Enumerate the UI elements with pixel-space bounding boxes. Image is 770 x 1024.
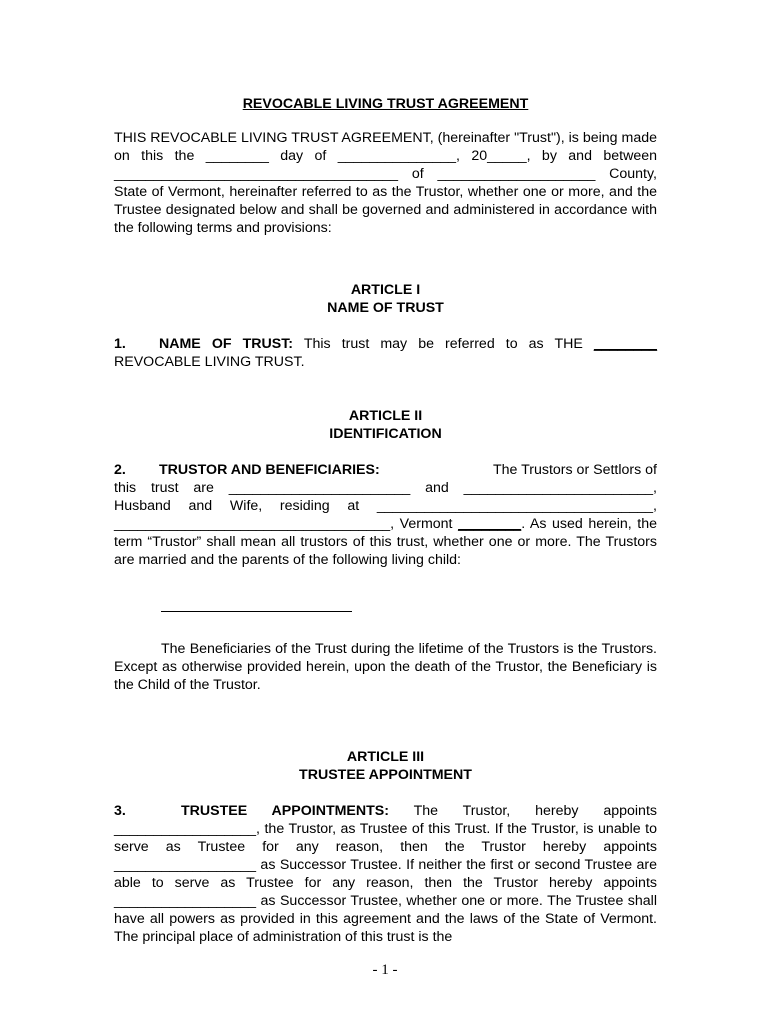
- section-1-paragraph: [114, 335, 657, 371]
- section-2-heading-line: [114, 461, 657, 479]
- document-title: REVOCABLE LIVING TRUST AGREEMENT: [242, 96, 529, 112]
- section-2-number: 2.: [114, 462, 126, 478]
- section-2-text-b: . As used herein, the term “Trustor” shall mean all trustors of this trust, whether one or more. The Trustors are married and the parents of the following living child:: [114, 516, 657, 568]
- article-3-number: ARTICLE III: [346, 749, 425, 765]
- section-1-text-a: This trust may be referred to as THE: [293, 336, 594, 352]
- section-2-text-right: The Trustors or Settlors of: [492, 462, 657, 478]
- article-1-number: ARTICLE I: [350, 282, 421, 298]
- section-3-text: The Trustor, hereby appoints __________________, the Trustor, as Trustee of this Trust. If the Trustor, is unable to serve as Trustee for any reason, then the Trustor hereby appoints __________________ as Successor Trustee. If neither the first or second Trustee are able to serve as Trustee for any reason, then the Trustor hereby appoints __________________ as Successor Trustee, whether one or more. The Trustee shall have all powers as provided in this agreement and the laws of the State of Vermont. The principal place of administration of this trust is the: [114, 803, 657, 945]
- child-name-blank-line: [161, 597, 352, 612]
- trust-name-blank: ________: [593, 336, 658, 352]
- document-page: [114, 95, 657, 946]
- section-3-title: TRUSTEE APPOINTMENTS:: [181, 803, 389, 819]
- article-2-number: ARTICLE II: [348, 408, 423, 424]
- article-1-name: NAME OF TRUST: [327, 300, 444, 316]
- section-1-text-b: REVOCABLE LIVING TRUST.: [114, 354, 305, 370]
- section-3-number: 3.: [114, 803, 126, 819]
- beneficiaries-paragraph: The Beneficiaries of the Trust during the lifetime of the Trustors is the Trustors. Except as otherwise provided herein, upon the death of the Trustor, the Beneficiary is the Child of the Trustor.: [114, 641, 657, 693]
- section-3-paragraph: [114, 802, 657, 946]
- zip-blank: ________: [458, 516, 522, 532]
- section-1-number: 1.: [114, 336, 126, 352]
- article-2-name: IDENTIFICATION: [329, 426, 442, 442]
- section-2-title: TRUSTOR AND BENEFICIARIES:: [159, 462, 380, 478]
- section-2-text-a: this trust are _______________________ and ________________________, Husband and Wife, residing at ___________________________________, ___________________________________, Vermont: [114, 480, 657, 532]
- section-1-title: NAME OF TRUST:: [159, 336, 294, 352]
- intro-paragraph: THIS REVOCABLE LIVING TRUST AGREEMENT, (hereinafter "Trust"), is being made on this the ________ day of _______________, 20_____, by and between ____________________________________ of ____________________ County, State of Vermont, hereinafter referred to as the Trustor, whether one or more, and the Trustee designated below and shall be governed and administered in accordance with the following terms and provisions:: [114, 130, 657, 236]
- article-3-name: TRUSTEE APPOINTMENT: [299, 767, 472, 783]
- page-number: - 1 -: [372, 962, 398, 978]
- section-2-paragraph: [114, 479, 657, 569]
